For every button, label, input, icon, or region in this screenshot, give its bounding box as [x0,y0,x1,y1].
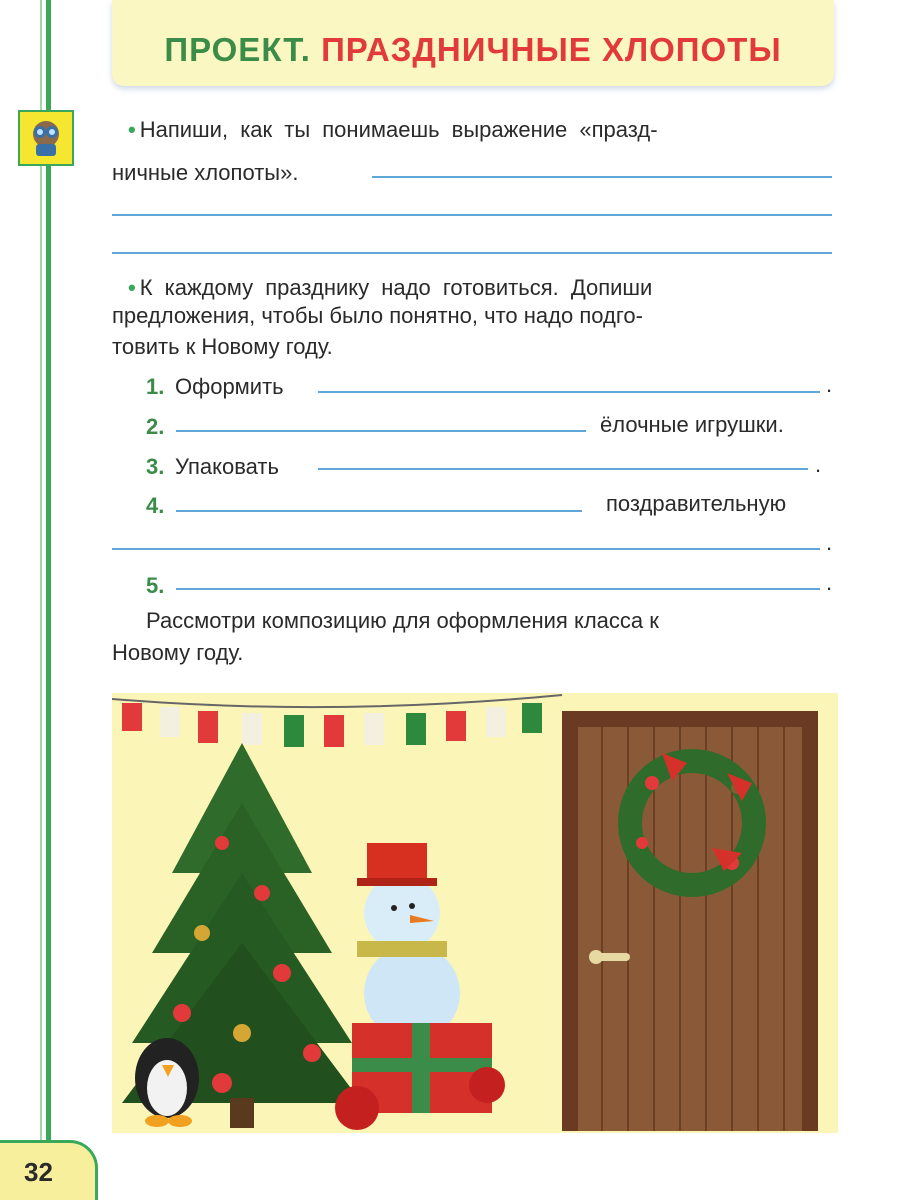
penguin [135,1038,199,1127]
item-number: 5. [146,573,165,598]
item-text: ёлочные игрушки. [600,412,784,437]
item-number: 1. [146,374,165,399]
item-number: 2. [146,414,165,439]
task3-line2: Новому году. [112,640,244,665]
snowman [357,843,460,1041]
gift-box [335,1023,505,1130]
answer-line[interactable] [318,468,808,470]
item-text: поздравительную [606,491,787,516]
title-project: ПРОЕКТ. [164,31,311,68]
item-text: Оформить [175,374,284,399]
title-topic: ПРАЗДНИЧНЫЕ ХЛОПОТЫ [321,31,782,68]
answer-line[interactable] [112,214,832,216]
answer-line[interactable] [112,548,820,550]
item-end: . [826,372,833,397]
task2-line2: предложения, чтобы было понятно, что надо подго- [112,303,643,328]
wooden-door [562,711,818,1131]
margin-line-light [40,0,42,1160]
answer-line[interactable] [318,391,820,393]
task2-line3: товить к Новому году. [112,334,333,359]
answer-line[interactable] [176,430,586,432]
task2-line1: • К каждому празднику надо готовиться. Допиши [128,275,653,300]
answer-line[interactable] [176,510,582,512]
flag-garland [122,703,542,747]
task1-line2: ничные хлопоты». [112,160,299,185]
item-end: . [815,452,822,477]
answer-line[interactable] [372,176,832,178]
item-text: Упаковать [175,454,279,479]
page-number: 32 [24,1157,53,1187]
item-number: 4. [146,493,165,518]
classroom-decoration-illustration [112,693,838,1133]
answer-line[interactable] [176,588,820,590]
title-banner [112,0,834,86]
owl-binoculars-icon [18,110,74,166]
answer-line[interactable] [112,252,832,254]
page-title [112,31,834,69]
task1-line1: • Напиши, как ты понимаешь выражение «празд- [128,117,658,142]
item-end: . [826,570,833,595]
task3-line1: Рассмотри композицию для оформления класса к [146,608,659,633]
margin-line [46,0,51,1160]
item-number: 3. [146,454,165,479]
item-end: . [826,530,833,555]
illustration-drawing [112,693,838,1133]
page-number-tab [0,1140,98,1200]
